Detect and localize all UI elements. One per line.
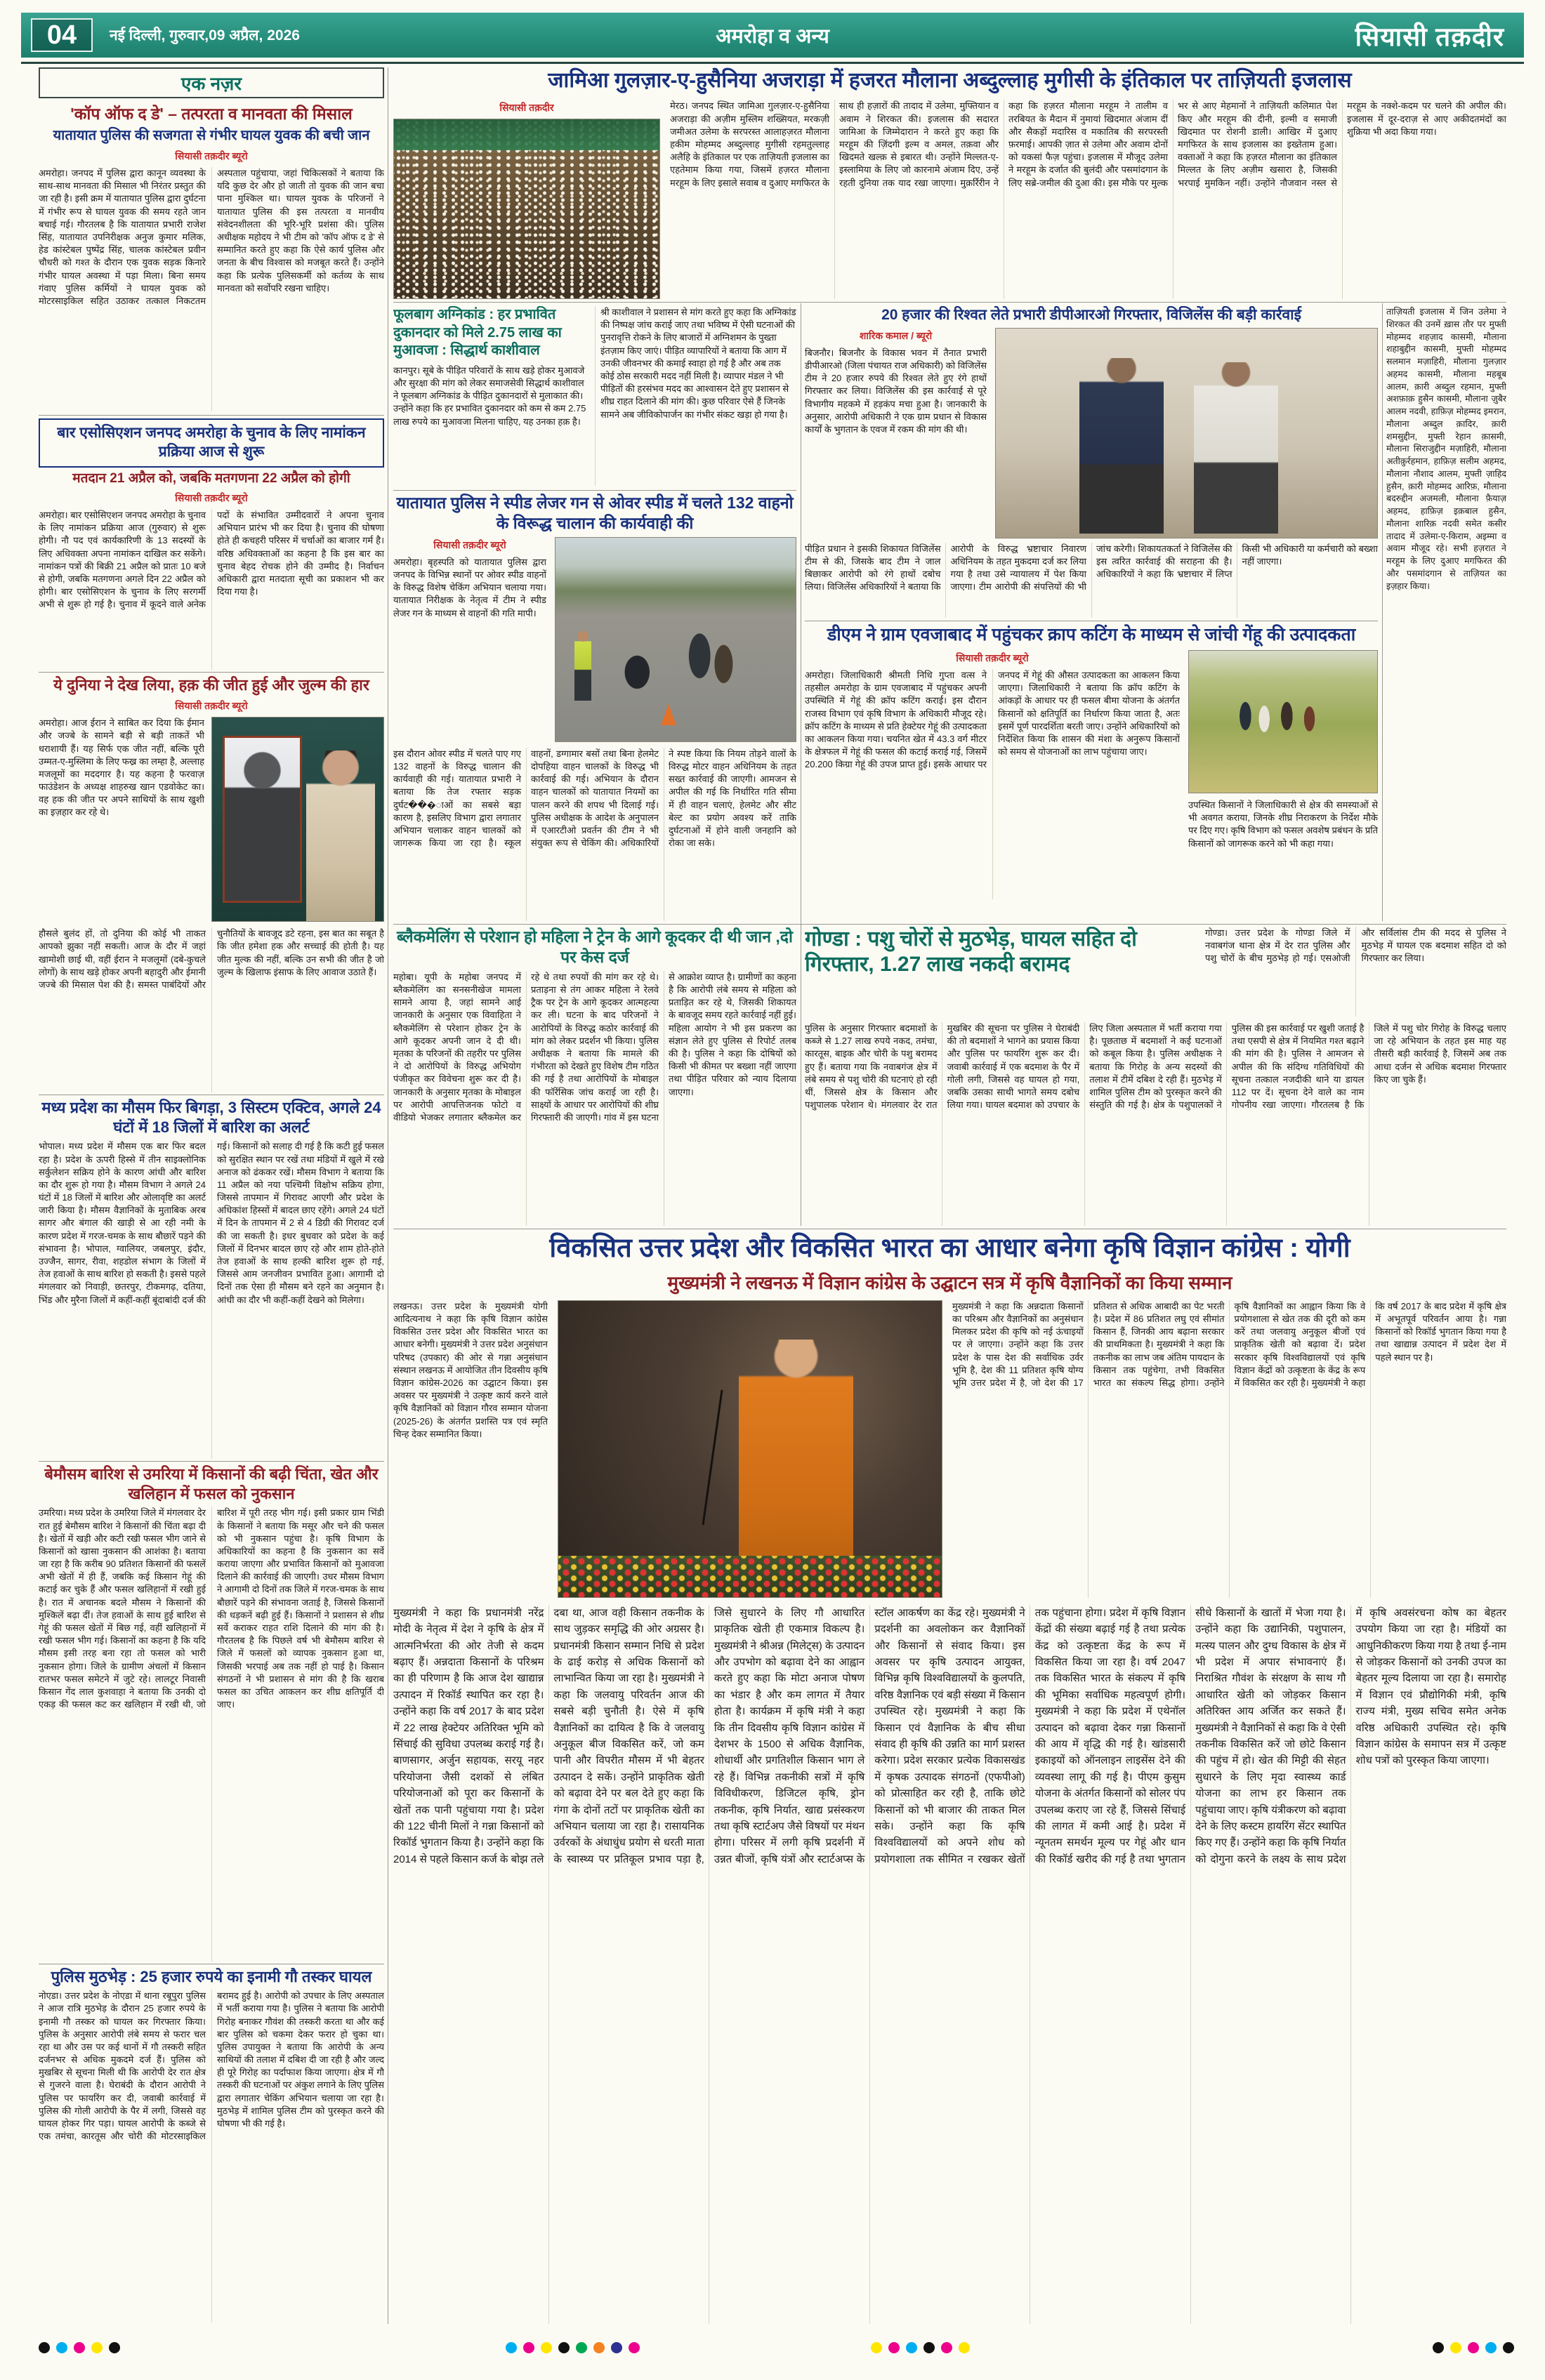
reg-dot xyxy=(1450,2342,1461,2353)
jamia-body: मेरठ। जनपद स्थित जामिआ गुलज़ार-ए-हुसैनिया अजराड़ा की अज़ीम मुस्लिम शख्सियत, मरकज़ी जमीअत उलेमा के सरपरस्त आलाहज़रत मौलाना हकीम मोहम्मद अब्दुल्लाह मुगीसी रहमतुल्लाह अलैहि के इंतिकाल पर एक ताज़ियती इजलास का एहतेमाम किया गया, जिसमें हज़रत मौलाना मरहूम के लिए इसाले सवाब व दुआए मगफिरत के साथ ही हज़ारों की तादाद में उलेमा, मुफ्तियान व अवाम ने शिरकत की। इजलास की सदारत जामिआ के जिम्मेदारान ने करते हुए कहा कि मरहूम की ज़िंदगी इल्म व अमल, तक़वा और खिदमते खल्क़ से इबारत थी। उन्होंने मिल्लत-ए-इस्लामिया के लिए जो कारनामे अंजाम दिए, उन्हें रहती दुनिया तक याद रखा जाएगा। मुक़र्रिरीन ने कहा कि हज़रत मौलाना मरहूम ने तालीम व तरबियत के मैदान में नुमायां खिदमात अंजाम दीं और सैकड़ों मदारिस व मकातिब की सरपरस्ती फ़रमाई। आपकी ज़ात से उलेमा और अवाम दोनों को यकसां फैज़ पहुंचा। इजलास में मौजूद उलेमा ने मरहूम के दर्जात की बुलंदी और पसमांदगान के लिए सब्रे-जमील की दुआ की। इस मौके पर मुल्क भर से आए मेहमानों ने ताज़ियती कलिमात पेश किए और मरहूम की दीनी, इल्मी व समाजी खिदमात पर रोशनी डाली। आखिर में दुआए मगफिरत के साथ इजलास का इख्तेताम हुआ। वक्ताओं ने कहा कि हज़रत मौलाना का इंतिकाल मिल्लत के लिए अज़ीम खसारा है, जिसकी भरपाई मुमकिन नहीं। उन्होंने नौजवान नस्ल से मरहूम के नक्शे-कदम पर चलने की अपील की। इजलास में दूर-दराज़ से आए अकीदतमंदों का शुक्रिया भी अदा किया गया। xyxy=(670,100,1506,188)
reg-dot xyxy=(506,2342,517,2353)
rishwat-body: पीड़ित प्रधान ने इसकी शिकायत विजिलेंस टीम से की, जिसके बाद टीम ने जाल बिछाकर आरोपी को रंगे हाथों दबोच लिया। विजिलेंस अधिकारियों ने बताया कि आरोपी के विरुद्ध भ्रष्टाचार निवारण अधिनियम के तहत मुकदमा दर्ज कर लिया गया है तथा उसे न्यायालय में पेश किया जाएगा। टीम आरोपी की संपत्तियों की भी जांच करेगी। शिकायतकर्ता ने विजिलेंस की इस त्वरित कार्रवाई की सराहना की है। अधिकारियों ने कहा कि भ्रष्टाचार में लिप्त किसी भी अधिकारी या कर्मचारी को बख्शा नहीं जाएगा। xyxy=(805,543,1378,593)
reg-dot xyxy=(39,2342,50,2353)
crop-cutting-byline: सियासी तक़दीर ब्यूरो xyxy=(956,652,1029,663)
reg-dot xyxy=(1485,2342,1497,2353)
registration-marks xyxy=(871,2342,970,2353)
umaria-rain-headline: बेमौसम बारिश से उमरिया में किसानों की बढ़ी चिंता, खेत और खलिहान में फसल को नुकसान xyxy=(44,1465,379,1503)
registration-marks xyxy=(1433,2342,1514,2353)
reg-dot xyxy=(1433,2342,1444,2353)
traffic-byline: सियासी तक़दीर ब्यूरो xyxy=(433,538,506,550)
rishwat-lead: बिजनौर। बिजनौर के विकास भवन में तैनात प्रभारी डीपीआरओ (जिला पंचायत राज अधिकारी) को विजिलेंस टीम ने 20 हजार रुपये की रिश्वत लेते हुए रंगे हाथों गिरफ्तार कर लिया। विजिलेंस की इस कार्रवाई से पूरे विभागीय महकमे में हड़कंप मचा हुआ है। जानकारी के अनुसार, आरोपी अधिकारी ने एक ग्राम प्रधान से विकास कार्यों के भुगतान के एवज में रकम की मांग की थी। xyxy=(805,347,987,435)
rishwat-headline: 20 हजार की रिश्वत लेते प्रभारी डीपीआरओ गिरफ्तार, विजिलेंस की बड़ी कार्रवाई xyxy=(881,307,1301,323)
reg-dot xyxy=(56,2342,67,2353)
phoolbagh-headline: फूलबाग अग्निकांड : हर प्रभावित दुकानदार को मिले 2.75 लाख का मुआवजा : सिद्धार्थ काशीवाल xyxy=(393,307,562,359)
reg-dot xyxy=(91,2342,103,2353)
article-mp-weather xyxy=(39,1098,384,1459)
section-box-ek-nazar xyxy=(39,67,384,98)
cop-story-kicker: 'कॉप ऑफ द डे' – तत्परता व मानवता की मिसाल xyxy=(70,105,353,123)
divider xyxy=(39,672,384,673)
article-krishi-vigyan-congress xyxy=(393,1231,1506,2324)
reg-dot xyxy=(871,2342,882,2353)
yogi-mid-body: मुख्यमंत्री ने कहा कि अन्नदाता किसानों का परिश्रम और वैज्ञानिकों का अनुसंधान मिलकर प्रदेश की कृषि को नई ऊंचाइयों पर ले जाएगा। उन्होंने कहा कि उत्तर प्रदेश के पास देश की सर्वाधिक उर्वर भूमि है, देश की 11 प्रतिशत कृषि योग्य भूमि उत्तर प्रदेश में है, जो देश की 17 प्रतिशत से अधिक आबादी का पेट भरती है। प्रदेश में 86 प्रतिशत लघु एवं सीमांत किसान हैं, जिनकी आय बढ़ाना सरकार की प्राथमिकता है। मुख्यमंत्री ने कहा कि तकनीक का लाभ जब अंतिम पायदान के किसान तक पहुंचेगा, तभी विकसित भारत का संकल्प सिद्ध होगा। उन्होंने कृषि वैज्ञानिकों का आह्वान किया कि वे प्रयोगशाला से खेत तक की दूरी को कम करें तथा जलवायु अनुकूल बीजों एवं प्राकृतिक खेती को बढ़ावा दें। प्रदेश सरकार कृषि विश्वविद्यालयों एवं कृषि विज्ञान केंद्रों को उत्कृष्टता के केंद्र के रूप में विकसित कर रही है। मुख्यमंत्री ने कहा कि वर्ष 2017 के बाद प्रदेश में कृषि क्षेत्र में अभूतपूर्व परिवर्तन आया है। गन्ना किसानों को रिकॉर्ड भुगतान किया गया है तथा खाद्यान्न उत्पादन में प्रदेश देश में पहले स्थान पर है। xyxy=(952,1300,1506,1389)
reg-dot xyxy=(923,2342,935,2353)
article-speed-laser-gun xyxy=(393,493,796,921)
article-bar-association-election xyxy=(39,418,384,670)
reg-dot xyxy=(1468,2342,1479,2353)
reg-dot xyxy=(558,2342,570,2353)
rishwat-byline: शारिक कमाल / ब्यूरो xyxy=(859,329,933,341)
article-dm-crop-cutting xyxy=(805,623,1378,921)
taziyati-gathering-photo xyxy=(393,119,660,299)
iran-story-body: हौसले बुलंद हों, तो दुनिया की कोई भी ताकत आपको झुका नहीं सकती। आज के दौर में जहां खामोशी छाई थी, वहीं ईरान ने मजलूमों (दबे-कुचले लोगों) के साथ खड़े होकर अपनी बहादुरी और ईमानी जज्बे की मिसाल पेश की है। समस्त पाबंदियों और चुनौतियों के बावजूद डटे रहना, इस बात का सबूत है कि जीत हमेशा हक और सच्चाई की होती है। यह जीत मुल्क की नहीं, बल्कि उन सभी की जीत है जो जुल्म के खिलाफ इंसाफ के लिए आवाज उठाते हैं। xyxy=(39,928,384,990)
blackmail-body: महोबा। यूपी के महोबा जनपद में ब्लैकमेलिंग का सनसनीखेज मामला सामने आया है, जहां सामने आई जानकारी के अनुसार एक विवाहिता ने ब्लैकमेलिंग से परेशान होकर ट्रेन के आगे कूदकर अपनी जान दे दी थी। मृतका के परिजनों की तहरीर पर पुलिस ने दो आरोपियों के विरुद्ध अभियोग पंजीकृत कर विवेचना शुरू कर दी है। जानकारी के अनुसार मृतका के मोबाइल पर आरोपी आपत्तिजनक फोटो व वीडियो भेजकर लगातार ब्लैकमेल कर रहे थे तथा रुपयों की मांग कर रहे थे। प्रताड़ना से तंग आकर महिला ने रेलवे ट्रैक पर ट्रेन के आगे कूदकर आत्महत्या कर ली। घटना के बाद परिजनों ने आरोपियों के विरुद्ध कठोर कार्रवाई की मांग को लेकर प्रदर्शन भी किया। पुलिस अधीक्षक ने बताया कि मामले की गंभीरता को देखते हुए विशेष टीम गठित की गई है तथा आरोपियों के मोबाइल की फॉरेंसिक जांच कराई जा रही है। साक्ष्यों के आधार पर आरोपियों की शीघ्र गिरफ्तारी की जाएगी। गांव में इस घटना से आक्रोश व्याप्त है। ग्रामीणों का कहना है कि आरोपी लंबे समय से महिला को प्रताड़ित कर रहे थे, जिसकी शिकायत के बावजूद समय रहते कार्रवाई नहीं हुई। महिला आयोग ने भी इस प्रकरण का संज्ञान लेते हुए पुलिस से रिपोर्ट तलब की है। पुलिस ने कहा कि दोषियों को किसी भी कीमत पर बख्शा नहीं जाएगा तथा पीड़ित परिवार को न्याय दिलाया जाएगा। xyxy=(393,971,796,1123)
bar-election-body: अमरोहा। बार एसोसिएशन जनपद अमरोहा के चुनाव के लिए नामांकन प्रक्रिया आज (गुरुवार) से शुरू होगी। नौ पद एवं कार्यकारिणी के 13 सदस्यों के लिए अधिवक्ता अपना नामांकन दाखिल कर सकेंगे। नामांकन पत्रों की बिक्री 21 अप्रैल को प्रातः 10 बजे से होगी, जबकि मतगणना अगले दिन 22 अप्रैल को होगी। बार एसोसिएशन के चुनाव के लिए सरगर्मी अभी से शुरू हो गई है। चुनाव में कूदने वाले अनेक पदों के संभावित उम्मीदवारों ने अपना चुनाव अभियान प्रारंभ भी कर दिया है। चुनाव की घोषणा होते ही कचहरी परिसर में चर्चाओं का बाजार गर्म है। वरिष्ठ अधिवक्ताओं का कहना है कि इस बार का चुनाव बेहद रोचक होने की उम्मीद है। निर्वाचन अधिकारी द्वारा मतदाता सूची का प्रकाशन भी कर दिया गया है। xyxy=(39,510,384,610)
traffic-checking-photo xyxy=(555,537,796,742)
divider xyxy=(39,415,384,416)
article-phoolbagh-fire xyxy=(393,306,796,486)
article-jamia-taziyati-ijlaas xyxy=(393,67,1506,299)
cm-yogi-speech-photo xyxy=(558,1300,942,1598)
bar-election-headline: बार एसोसिएशन जनपद अमरोहा के चुनाव के लिए नामांकन प्रक्रिया आज से शुरू xyxy=(39,418,384,468)
phoolbagh-body: कानपुर। सूबे के पीड़ित परिवारों के साथ खड़े होकर मुआवजे और सुरक्षा की मांग को लेकर समाजसेवी सिद्धार्थ काशीवाल ने फूलबाग अग्निकांड के पीड़ित दुकानदारों से मुलाकात की। उन्होंने कहा कि हर प्रभावित दुकानदार को कम से कम 2.75 लाख रुपये का मुआवजा मिलना चाहिए, यह उनका हक़ है। श्री काशीवाल ने प्रशासन से मांग करते हुए कहा कि अग्निकांड की निष्पक्ष जांच कराई जाए तथा भविष्य में ऐसी घटनाओं की पुनरावृत्ति रोकने के लिए बाजारों में अग्निशमन के पुख्ता इंतज़ाम किए जाएं। पीड़ित व्यापारियों ने बताया कि आग में उनकी जीवनभर की कमाई स्वाहा हो गई है और अब तक कोई ठोस सरकारी मदद नहीं मिली है। व्यापार मंडल ने भी पीड़ितों की हरसंभव मदद का आश्वासन देते हुए प्रशासन से शीघ्र राहत दिलाने की मांग की। कुछ परिवार ऐसे हैं जिनके सामने अब जीविकोपार्जन का गंभीर संकट खड़ा हो गया है। xyxy=(393,307,796,427)
reg-dot xyxy=(1503,2342,1514,2353)
iran-story-lead: अमरोहा। आज ईरान ने साबित कर दिया कि ईमान और जज्बे के सामने बड़ी से बड़ी ताकतें भी धराशायी हैं। यह सिर्फ एक जीत नहीं, बल्कि पूरी उम्मत-ए-मुस्लिमा के लिए फख्र का लम्हा है, अल्लाह मजलूमों का मददगार है। यह कहना है फरवाज़ फाउंडेशन के अध्यक्ष शाहरुख खान एडवोकेट का। वह हक की जीत पर अपने साथियों के साथ खुशी का इज़हार कर रहे थे। xyxy=(39,718,204,818)
reg-dot xyxy=(906,2342,917,2353)
article-umaria-rain xyxy=(39,1465,384,1962)
crop-cutting-lead: अमरोहा। जिलाधिकारी श्रीमती निधि गुप्ता वत्स ने तहसील अमरोहा के ग्राम एवजाबाद में पहुंचकर अपनी उपस्थिति में गेहूं की क्रॉप कटिंग कराई। इस दौरान राजस्व विभाग एवं कृषि विभाग के अधिकारी मौजूद रहे। क्रॉप कटिंग के माध्यम से प्रति हेक्टेयर गेहूं की उत्पादकता का आकलन किया गया। चयनित खेत में 43.3 वर्ग मीटर के क्षेत्रफल में गेहूं की फसल की कटाई कराई गई, जिसमें 20.200 किग्रा गेहूं की उपज प्राप्त हुई। इसके आधार पर जनपद में गेहूं की औसत उत्पादकता का आकलन किया जाएगा। जिलाधिकारी ने बताया कि क्रॉप कटिंग के आंकड़ों के आधार पर ही फसल बीमा योजना के अंतर्गत किसानों को क्षतिपूर्ति का निर्धारण किया जाता है, अतः इसमें पूर्ण पारदर्शिता बरती जाए। उन्होंने अधिकारियों को निर्देशित किया कि शासन की मंशा के अनुरूप किसानों को समय से योजनाओं का लाभ पहुंचाया जाए। xyxy=(805,670,1180,770)
reg-dot xyxy=(941,2342,952,2353)
umaria-rain-body: उमरिया। मध्य प्रदेश के उमरिया जिले में मंगलवार देर रात हुई बेमौसम बारिश ने किसानों की चिंता बढ़ा दी है। खेतों में खड़ी और कटी रखी फसल भीग जाने से किसानों को खासा नुकसान की आशंका है। बताया जा रहा है कि करीब 90 प्रतिशत किसानों की फसलें अभी खेतों में ही हैं, जबकि कई किसान गेहूं की कटाई कर चुके हैं और फसल खलिहानों में रखी हुई है। रात में अचानक बदले मौसम ने किसानों की मुश्किलें बढ़ा दीं। तेज हवाओं के साथ हुई बारिश से गेहूं की फसल खेतों में बिछ गई, वहीं खलिहानों में रखी फसल भीग गई। किसानों का कहना है कि यदि मौसम इसी तरह बना रहा तो फसल को भारी नुकसान होगा। जिले के ग्रामीण अंचलों में किसान रातभर फसल समेटने में जुटे रहे। लालटूर निवासी किसान गेंद लाल कुशवाहा ने बताया कि उनकी दो एकड़ की फसल कट कर खलिहान में रखी थी, जो बारिश में पूरी तरह भीग गई। इसी प्रकार ग्राम भिंडी के किसानों ने बताया कि मसूर और चने की फसल को भी नुकसान पहुंचा है। कृषि विभाग के अधिकारियों का कहना है कि नुकसान का सर्वे कराया जाएगा और प्रभावित किसानों को मुआवजा दिलाने की कार्रवाई की जाएगी। उधर मौसम विभाग ने आगामी दो दिनों तक जिले में गरज-चमक के साथ बौछारें पड़ने की संभावना जताई है, जिससे किसानों की धड़कनें बढ़ी हुई हैं। किसानों ने प्रशासन से शीघ्र सर्वे कराकर राहत राशि दिलाने की मांग की है। गौरतलब है कि पिछले वर्ष भी बेमौसम बारिश से जिले में फसलों को व्यापक नुकसान हुआ था, जिसकी भरपाई अब तक नहीं हो पाई है। किसान संगठनों ने भी प्रशासन से मांग की है कि खराब फसल का उचित आकलन कर शीघ्र क्षतिपूर्ति दी जाए। xyxy=(39,1507,384,1710)
gonda-lead: गोण्डा। उत्तर प्रदेश के गोण्डा जिले में नवाबगंज थाना क्षेत्र में देर रात पुलिस और पशु चोरों के बीच मुठभेड़ हो गई। एसओजी और सर्विलांस टीम की मदद से पुलिस ने मुठभेड़ में घायल एक बदमाश सहित दो को गिरफ्तार कर लिया। xyxy=(1205,927,1506,964)
reg-dot xyxy=(541,2342,552,2353)
cop-story-headline: यातायात पुलिस की सजगता से गंभीर घायल युवक की बची जान xyxy=(53,128,370,144)
microphone-stand xyxy=(702,1390,723,1526)
registration-marks xyxy=(39,2342,120,2353)
article-gonda-encounter xyxy=(805,927,1506,1226)
iran-story-byline: सियासी तक़दीर ब्यूरो xyxy=(175,700,248,712)
ek-nazar-label: एक नज़र xyxy=(181,73,242,94)
gonda-body: पुलिस के अनुसार गिरफ्तार बदमाशों के कब्जे से 1.27 लाख रुपये नकद, तमंचा, कारतूस, बाइक और चोरी के पशु बरामद हुए हैं। बताया गया कि नवाबगंज क्षेत्र में लंबे समय से पशु चोरी की घटनाएं हो रही थीं, जिससे क्षेत्र के किसान और पशुपालक परेशान थे। मंगलवार देर रात मुखबिर की सूचना पर पुलिस ने घेराबंदी की तो बदमाशों ने भागने का प्रयास किया और पुलिस पर फायरिंग शुरू कर दी। जवाबी कार्रवाई में एक बदमाश के पैर में गोली लगी, जिससे वह घायल हो गया, जबकि उसका साथी भागते समय दबोच लिया गया। घायल बदमाश को उपचार के लिए जिला अस्पताल में भर्ती कराया गया है। पूछताछ में बदमाशों ने कई घटनाओं को कबूल किया है। पुलिस अधीक्षक ने बताया कि गिरोह के अन्य सदस्यों की तलाश में टीमें दबिश दे रही हैं। मुठभेड़ में शामिल पुलिस टीम को पुरस्कृत करने की संस्तुति की गई है। क्षेत्र के पशुपालकों ने पुलिस की इस कार्रवाई पर खुशी जताई है तथा एसपी से क्षेत्र में नियमित गश्त बढ़ाने की मांग की है। पुलिस ने आमजन से अपील की कि संदिग्ध गतिविधियों की सूचना तत्काल नजदीकी थाने या डायल 112 पर दें। सूचना देने वाले का नाम गोपनीय रखा जाएगा। गौरतलब है कि जिले में पशु चोर गिरोह के विरुद्ध चलाए जा रहे अभियान के तहत इस माह यह तीसरी बड़ी कार्रवाई है, जिसमें अब तक आधा दर्जन से अधिक बदमाश गिरफ्तार किए जा चुके हैं। xyxy=(805,1023,1506,1111)
jamia-headline: जामिआ गुलज़ार-ए-हुसैनिया अजराड़ा में हजरत मौलाना अब्दुल्लाह मुगीसी के इंतिकाल पर ताज़ियती इजलास xyxy=(548,69,1352,92)
article-police-encounter xyxy=(39,1967,384,2322)
article-iran-reaction xyxy=(39,675,384,1092)
reg-dot xyxy=(74,2342,85,2353)
divider xyxy=(39,1461,384,1462)
reg-dot xyxy=(888,2342,900,2353)
traffic-body: इस दौरान ओवर स्पीड में चलते पाए गए 132 वाहनों के विरुद्ध चालान की कार्यवाही की गई। यातायात प्रभारी ने बताया कि तेज रफ्तार सड़क दुर्घट���ाओं का सबसे बड़ा कारण है, इसलिए विभाग द्वारा लगातार अभियान चलाकर वाहन चालकों को जागरूक किया जा रहा है। स्कूल वाहनों, डग्गामार बसों तथा बिना हेलमेट दोपहिया वाहन चालकों के विरुद्ध भी कार्रवाई की गई। अभियान के दौरान वाहन चालकों को यातायात नियमों का पालन करने की शपथ भी दिलाई गई। पुलिस अधीक्षक के आदेश के अनुपालन में एआरटीओ प्रवर्तन की टीम ने भी संयुक्त रूप से चेकिंग की। अधिकारियों ने स्पष्ट किया कि नियम तोड़ने वालों के विरुद्ध मोटर वाहन अधिनियम के तहत सख्त कार्रवाई की जाएगी। आमजन से अपील की गई कि निर्धारित गति सीमा में ही वाहन चलाएं, हेलमेट और सीट बेल्ट का प्रयोग अवश्य करें ताकि दुर्घटनाओं में होने वाली जनहानि को रोका जा सके। xyxy=(393,748,796,849)
jamia-byline: सियासी तक़दीर xyxy=(499,102,554,114)
masthead-rule xyxy=(21,62,1524,64)
crop-cutting-body: उपस्थित किसानों ने जिलाधिकारी से क्षेत्र की समस्याओं से भी अवगत कराया, जिनके शीघ्र निराकरण के निर्देश मौके पर दिए गए। कृषि विभाग को फसल अवशेष प्रबंधन के प्रति किसानों को जागरूक करने को भी कहा गया। xyxy=(1188,800,1378,849)
masthead-section: अमरोहा व अन्य xyxy=(716,25,829,48)
jamia-names-list: ताज़ियती इजलास में जिन उलेमा ने शिरकत की उनमें ख़ास तौर पर मुफ्ती मोहम्मद शहज़ाद कासमी, मौलाना शहाबुद्दीन कासमी, मुफ्ती मोहम्मद सलमान मज़ाहिरी, मौलाना गुलज़ार अहमद कासमी, मौलाना महबूब आलम, क़ारी अब्दुल रहमान, मुफ्ती अशफ़ाक़ हुसैन कासमी, मौलाना ज़ुबैर आलम नदवी, हाफ़िज़ मोहम्मद इमरान, मौलाना अब्दुल क़ादिर, क़ारी शमसुद्दीन, मुफ्ती रेहान क़ासमी, मौलाना सिराजुद्दीन मज़ाहिरी, मौलाना अतीक़ुर्रहमान, हाफ़िज़ सलीम अहमद, मौलाना नौशाद आलम, मुफ्ती ज़ाहिद हुसैन, क़ारी मोहम्मद आरिफ़, मौलाना बदरुद्दीन अजमली, मौलाना फ़ैयाज़ अहमद, हाफ़िज़ इक़बाल हुसैन, मौलाना शारिक़ नदवी समेत कसीर तादाद में उलेमा-ए-किराम, अइम्मा व अवाम मौजूद रहे। सभी हज़रात ने मरहूम के लिए दुआए मगफिरत की और पसमांदगान से ताज़ियत का इज़हार किया। xyxy=(1386,307,1506,591)
paper-name: सियासी तक़दीर xyxy=(1355,22,1504,51)
yogi-body: मुख्यमंत्री ने कहा कि प्रधानमंत्री नरेंद्र मोदी के नेतृत्व में देश ने कृषि के क्षेत्र में आत्मनिर्भरता की ओर तेजी से कदम बढ़ाए हैं। अन्नदाता किसानों के परिश्रम का ही परिणाम है कि आज देश खाद्यान्न उत्पादन में रिकॉर्ड स्थापित कर रहा है। उन्होंने कहा कि वर्ष 2017 के बाद प्रदेश में 22 लाख हेक्टेयर अतिरिक्त भूमि को सिंचाई की सुविधा उपलब्ध कराई गई है। बाणसागर, अर्जुन सहायक, सरयू नहर परियोजना जैसी दशकों से लंबित परियोजनाओं को पूरा कर किसानों के खेतों तक पानी पहुंचाया गया है। प्रदेश की 122 चीनी मिलों ने गन्ना किसानों को रिकॉर्ड भुगतान किया है। उन्होंने कहा कि 2014 से पहले किसान कर्ज के बोझ तले दबा था, आज वही किसान तकनीक के साथ जुड़कर समृद्धि की ओर अग्रसर है। प्रधानमंत्री किसान सम्मान निधि से प्रदेश के ढाई करोड़ से अधिक किसानों को लाभान्वित किया जा रहा है। मुख्यमंत्री ने कहा कि जलवायु परिवर्तन आज की सबसे बड़ी चुनौती है। ऐसे में कृषि वैज्ञानिकों का दायित्व है कि वे जलवायु अनुकूल बीज विकसित करें, जो कम पानी और विपरीत मौसम में भी बेहतर उत्पादन दे सकें। उन्होंने प्राकृतिक खेती को बढ़ावा देने पर बल देते हुए कहा कि गंगा के दोनों तटों पर प्राकृतिक खेती का अभियान चलाया जा रहा है। रासायनिक उर्वरकों के अंधाधुंध प्रयोग से धरती माता के स्वास्थ्य पर प्रतिकूल प्रभाव पड़ा है, जिसे सुधारने के लिए गौ आधारित प्राकृतिक खेती ही एकमात्र विकल्प है। मुख्यमंत्री ने श्रीअन्न (मिलेट्स) के उत्पादन और उपभोग को बढ़ावा देने का आह्वान करते हुए कहा कि मोटा अनाज पोषण का भंडार है और कम लागत में तैयार होता है। कार्यक्रम में कृषि मंत्री ने कहा कि तीन दिवसीय कृषि विज्ञान कांग्रेस में देशभर के 1500 से अधिक वैज्ञानिक, शोधार्थी और प्रगतिशील किसान भाग ले रहे हैं। विभिन्न तकनीकी सत्रों में कृषि विविधीकरण, डिजिटल कृषि, ड्रोन तकनीक, कृषि निर्यात, खाद्य प्रसंस्करण तथा कृषि स्टार्टअप जैसे विषयों पर मंथन होगा। परिसर में लगी कृषि प्रदर्शनी में उन्नत बीजों, कृषि यंत्रों और स्टार्टअप्स के स्टॉल आकर्षण का केंद्र रहे। मुख्यमंत्री ने प्रदर्शनी का अवलोकन कर वैज्ञानिकों और किसानों से संवाद किया। इस अवसर पर कृषि उत्पादन आयुक्त, विभिन्न कृषि विश्वविद्यालयों के कुलपति, वरिष्ठ वैज्ञानिक एवं बड़ी संख्या में किसान उपस्थित रहे। मुख्यमंत्री ने कहा कि किसान एवं वैज्ञानिक के बीच सीधा संवाद ही कृषि की उन्नति का मार्ग प्रशस्त करेगा। प्रदेश सरकार प्रत्येक विकासखंड में कृषक उत्पादक संगठनों (एफपीओ) को प्रोत्साहित कर रही है, ताकि छोटे किसानों को भी बाजार की ताकत मिल सके। उन्होंने कहा कि कृषि विश्वविद्यालयों को अपने शोध को प्रयोगशाला तक सीमित न रखकर खेतों तक पहुंचाना होगा। प्रदेश में कृषि विज्ञान केंद्रों की संख्या बढ़ाई गई है तथा प्रत्येक केंद्र को उत्कृष्टता केंद्र के रूप में विकसित किया जा रहा है। वर्ष 2047 तक विकसित भारत के संकल्प में कृषि की भूमिका सर्वाधिक महत्वपूर्ण होगी। मुख्यमंत्री ने कहा कि प्रदेश में एथेनॉल उत्पादन को बढ़ावा देकर गन्ना किसानों की आय में वृद्धि की गई है। खांडसारी इकाइयों को ऑनलाइन लाइसेंस देने की व्यवस्था लागू की गई है। पीएम कुसुम योजना के अंतर्गत किसानों को सोलर पंप उपलब्ध कराए जा रहे हैं, जिससे सिंचाई की लागत में कमी आई है। प्रदेश में न्यूनतम समर्थन मूल्य पर गेहूं और धान की रिकॉर्ड खरीद की गई है तथा भुगतान सीधे किसानों के खातों में भेजा गया है। उन्होंने कहा कि उद्यानिकी, पशुपालन, मत्स्य पालन और दुग्ध विकास के क्षेत्र में भी प्रदेश में अपार संभावनाएं हैं। निराश्रित गौवंश के संरक्षण के साथ गौ आधारित खेती को जोड़कर किसान अतिरिक्त आय अर्जित कर सकते हैं। मुख्यमंत्री ने वैज्ञानिकों से कहा कि वे ऐसी तकनीक विकसित करें जो छोटे किसान की पहुंच में हो। खेत की मिट्टी की सेहत सुधारने के लिए मृदा स्वास्थ्य कार्ड योजना का लाभ हर किसान तक पहुंचाया जाए। कृषि यंत्रीकरण को बढ़ावा देने के लिए कस्टम हायरिंग सेंटर स्थापित किए गए हैं। उन्होंने कहा कि कृषि निर्यात को दोगुना करने के लक्ष्य के साथ प्रदेश में कृषि अवसंरचना कोष का बेहतर उपयोग किया जा रहा है। मंडियों का आधुनिकीकरण किया गया है तथा ई-नाम से जोड़कर किसानों को उनकी उपज का बेहतर मूल्य दिलाया जा रहा है। समारोह में विज्ञान एवं प्रौद्योगिकी मंत्री, कृषि राज्य मंत्री, मुख्य सचिव समेत अनेक वरिष्ठ अधिकारी उपस्थित रहे। कृषि विज्ञान कांग्रेस के समापन सत्र में उत्कृष्ट शोध पत्रों को पुरस्कृत किया जाएगा। xyxy=(393,1606,1506,1865)
masthead xyxy=(21,13,1524,58)
iran-story-headline: ये दुनिया ने देख लिया, हक़ की जीत हुई और जुल्म की हार xyxy=(53,676,369,694)
blackmail-headline: ब्लैकमेलिंग से परेशान हो महिला ने ट्रेन के आगे कूदकर दी थी जान ,दो पर केस दर्ज xyxy=(397,927,793,967)
reg-dot xyxy=(576,2342,587,2353)
vigilance-arrest-photo xyxy=(995,328,1378,538)
reg-dot xyxy=(611,2342,622,2353)
yogi-lead: लखनऊ। उत्तर प्रदेश के मुख्यमंत्री योगी आदित्यनाथ ने कहा कि कृषि विज्ञान कांग्रेस विकसित उत्तर प्रदेश और विकसित भारत का आधार बनेगी। मुख्यमंत्री ने उत्तर प्रदेश अनुसंधान परिषद (उपकार) की ओर से गन्ना अनुसंधान संस्थान लखनऊ में आयोजित तीन दिवसीय कृषि विज्ञान कांग्रेस-2026 का उद्घाटन किया। इस अवसर पर मुख्यमंत्री ने उत्कृष्ट कार्य करने वाले कृषि वैज्ञानिकों को विज्ञान गौरव सम्मान योजना (2025-26) के अंतर्गत प्रशस्ति पत्र एवं स्मृति चिन्ह देकर सम्मानित किया। xyxy=(393,1300,548,1439)
masthead-date: नई दिल्ली, गुरुवार,09 अप्रैल, 2026 xyxy=(110,27,300,44)
divider xyxy=(393,490,796,491)
reg-dot xyxy=(523,2342,534,2353)
gonda-headline: गोण्डा : पशु चोरों से मुठभेड़, घायल सहित दो गिरफ्तार, 1.27 लाख नकदी बरामद xyxy=(805,927,1137,976)
jamia-continuation-column xyxy=(1386,306,1506,921)
divider xyxy=(1382,303,1383,921)
yogi-headline: विकसित उत्तर प्रदेश और विकसित भारत का आधार बनेगा कृषि विज्ञान कांग्रेस : योगी xyxy=(549,1234,1350,1263)
divider xyxy=(393,302,1506,303)
yogi-subhead: मुख्यमंत्री ने लखनऊ में विज्ञान कांग्रेस के उद्घाटन सत्र में कृषि वैज्ञानिकों का किया सम्मान xyxy=(667,1271,1232,1293)
registration-marks xyxy=(506,2342,640,2353)
encounter-body: नोएडा। उत्तर प्रदेश के नोएडा में थाना रबूपुरा पुलिस ने आज रात्रि मुठभेड़ के दौरान 25 हजार रुपये के इनामी गौ तस्कर को घायल कर गिरफ्तार किया। पुलिस के अनुसार आरोपी लंबे समय से फरार चल रहा था और उस पर कई थानों में गौ तस्करी सहित दर्जनभर से अधिक मुकदमे दर्ज हैं। पुलिस को मुखबिर से सूचना मिली थी कि आरोपी देर रात क्षेत्र से गुजरने वाला है। घेराबंदी के दौरान आरोपी ने पुलिस पर फायरिंग कर दी, जवाबी कार्रवाई में पुलिस की गोली आरोपी के पैर में लगी, जिससे वह घायल होकर गिर पड़ा। घायल आरोपी के कब्जे से एक तमंचा, कारतूस और चोरी की मोटरसाइकिल बरामद हुई है। आरोपी को उपचार के लिए अस्पताल में भर्ती कराया गया है। पुलिस ने बताया कि आरोपी गिरोह बनाकर गौवंश की तस्करी करता था और कई बार पुलिस को चकमा देकर फरार हो चुका था। पुलिस उपायुक्त ने बताया कि आरोपी के अन्य साथियों की तलाश में दबिश दी जा रही है और जल्द ही पूरे गिरोह का पर्दाफाश किया जाएगा। क्षेत्र में गौ तस्करी की घटनाओं पर अंकुश लगाने के लिए पुलिस द्वारा लगातार चेकिंग अभियान चलाया जा रहा है। मुठभेड़ में शामिल पुलिस टीम को पुरस्कृत करने की घोषणा भी की गई है। xyxy=(39,1990,384,2142)
bar-election-subhead: मतदान 21 अप्रैल को, जबकि मतगणना 22 अप्रैल को होगी xyxy=(72,470,350,486)
cop-story-body: अमरोहा। जनपद में पुलिस द्वारा कानून व्यवस्था के साथ-साथ मानवता की मिसाल भी निरंतर प्रस्तुत की जा रही है। इसी क्रम में यातायात पुलिस द्वारा दुर्घटना में गंभीर रूप से घायल युवक की समय रहते जान बचाई गई। गौरतलब है कि यातायात प्रभारी राजेश सिंह, यातायात उपनिरीक्षक अनुज कुमार मलिक, हेड कांस्टेबल पुष्पेंद्र सिंह, चालक कांस्टेबल प्रवीन चौधरी को गश्त के दौरान एक युवक सड़क किनारे गंभीर घायल अवस्था में पड़ा मिला। बिना समय गंवाए पुलिस कर्मियों ने घायल युवक को मोटरसाइकिल सहित उठाकर तत्काल निकटतम अस्पताल पहुंचाया, जहां चिकित्सकों ने बताया कि यदि कुछ देर और हो जाती तो युवक की जान बचा पाना मुश्किल था। घायल युवक के परिजनों ने यातायात पुलिस की इस तत्परता व मानवीय संवेदनशीलता की भूरि-भूरि प्रशंसा की। पुलिस अधीक्षक महोदय ने भी टीम को 'कॉप ऑफ द डे' से सम्मानित करते हुए कहा कि ऐसे कार्य पुलिस और जनता के बीच विश्वास को मजबूत करते हैं। उन्होंने कहा कि प्रत्येक पुलिसकर्मी को कर्तव्य के साथ मानवता को सर्वोपरि रखना चाहिए। xyxy=(39,168,384,306)
cop-story-byline: सियासी तक़दीर ब्यूरो xyxy=(175,150,248,162)
traffic-headline: यातायात पुलिस ने स्पीड लेजर गन से ओवर स्पीड में चलते 132 वाहनो के विरूद्ध चालान की कार्यवाही की xyxy=(396,494,794,533)
traffic-lead: अमरोहा। बृहस्पति को यातायात पुलिस द्वारा जनपद के विभिन्न स्थानों पर ओवर स्पीड वाहनों के विरुद्ध विशेष चेकिंग अभियान चलाया गया। यातायात निरीक्षक के नेतृत्व में टीम ने स्पीड लेजर गन के माध्यम से वाहनों की गति मापी। xyxy=(393,556,546,619)
reg-dot xyxy=(629,2342,640,2353)
article-cop-of-the-day xyxy=(39,104,384,411)
encounter-headline: पुलिस मुठभेड़ : 25 हजार रुपये का इनामी गौ तस्कर घायल xyxy=(51,1968,372,1985)
page-number: 04 xyxy=(31,18,93,52)
bar-election-byline: सियासी तक़दीर ब्यूरो xyxy=(175,492,248,504)
mp-weather-headline: मध्य प्रदेश का मौसम फिर बिगड़ा, 3 सिस्टम एक्टिव, अगले 24 घंटों में 18 जिलों में बारिश का अलर्ट xyxy=(41,1099,381,1137)
iran-celebration-photo xyxy=(211,717,384,922)
mp-weather-body: भोपाल। मध्य प्रदेश में मौसम एक बार फिर बदल रहा है। प्रदेश के ऊपरी हिस्से में तीन साइक्लोनिक सर्कुलेशन सक्रिय होने के कारण आंधी और बारिश का दौर शुरू हो गया है। मौसम विभाग ने अगले 24 घंटों में 18 जिलों में बारिश और ओलावृष्टि का अलर्ट जारी किया है। मौसम वैज्ञानिकों के मुताबिक अरब सागर और बंगाल की खाड़ी से आ रही नमी के कारण प्रदेश में गरज-चमक के साथ बौछारें पड़ने की संभावना है। भोपाल, ग्वालियर, जबलपुर, इंदौर, उज्जैन, सागर, रीवा, शहडोल संभाग के जिलों में तेज हवाओं के साथ बारिश हो सकती है। इससे पहले मंगलवार को निवाड़ी, छतरपुर, टीकमगढ़, दतिया, भिंड और मुरैना जिलों में कहीं-कहीं बूंदाबांदी दर्ज की गई। किसानों को सलाह दी गई है कि कटी हुई फसल को सुरक्षित स्थान पर रखें तथा मंडियों में खुले में रखे अनाज को ढंककर रखें। मौसम विभाग ने बताया कि 11 अप्रैल को नया पश्चिमी विक्षोभ सक्रिय होगा, जिससे तापमान में गिरावट आएगी और प्रदेश के अधिकांश हिस्सों में बादल छाए रहेंगे। अगले 24 घंटों में दिन के तापमान में 2 से 4 डिग्री की गिरावट दर्ज की जा सकती है। इधर बुधवार को प्रदेश के कई जिलों में दिनभर बादल छाए रहे और शाम होते-होते तेज हवाओं के साथ हल्की बारिश शुरू हो गई, जिससे आम जनजीवन प्रभावित हुआ। आगामी दो दिनों तक ऐसा ही मौसम बने रहने का अनुमान है। आंधी का दौर भी कहीं-कहीं देखने को मिलेगा। xyxy=(39,1141,384,1305)
crop-cutting-headline: डीएम ने ग्राम एवजाबाद में पहुंचकर क्राप कटिंग के माध्यम से जांची गेंहू की उत्पादकता xyxy=(827,625,1356,644)
reg-dot xyxy=(593,2342,605,2353)
divider xyxy=(393,924,1506,925)
reg-dot xyxy=(959,2342,970,2353)
reg-dot xyxy=(109,2342,120,2353)
article-blackmail-case xyxy=(393,927,796,1226)
crop-cutting-field-photo xyxy=(1188,650,1378,793)
article-bribe-arrest xyxy=(805,306,1378,618)
